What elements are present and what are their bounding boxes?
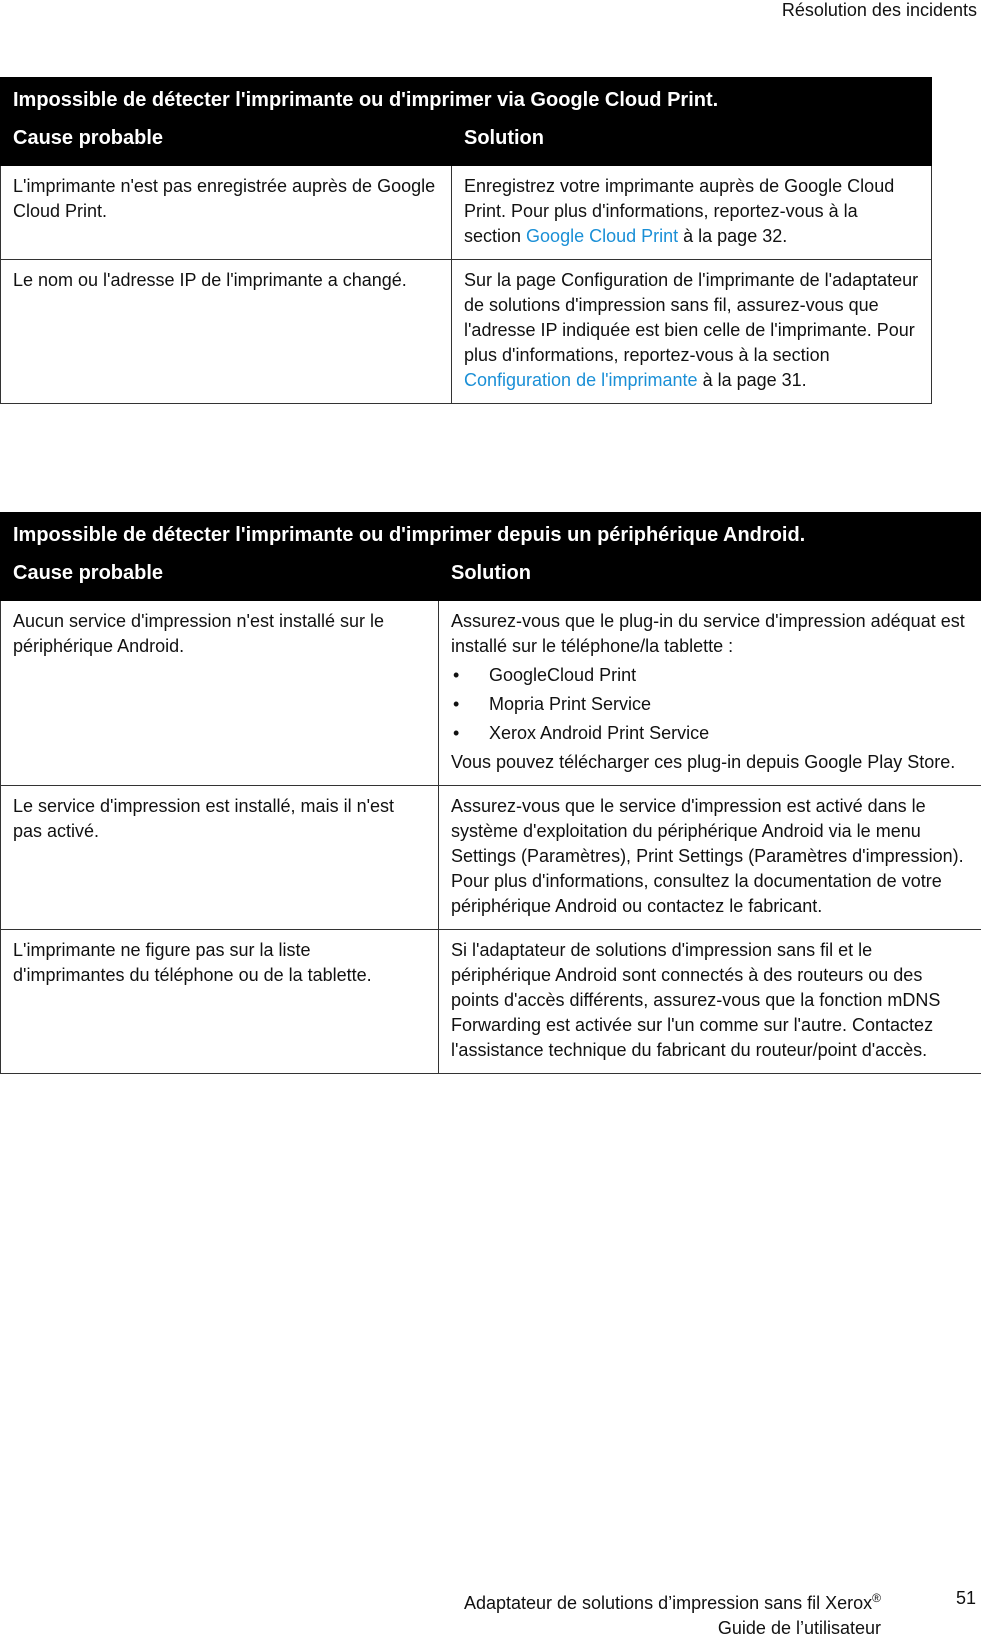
solution-cell xyxy=(452,260,932,404)
bullet-icon: • xyxy=(453,692,459,717)
solution-text: Sur la page Configuration de l'imprimante de l'adaptateur de solutions d'impression sans fil, assurez-vous que l'adresse IP indiquée est bien celle de l'imprimante. Pour plus d'informations, reportez-vous à la section xyxy=(464,270,918,365)
google-cloud-print-link[interactable]: Google Cloud Print xyxy=(526,226,678,246)
column-header-solution: Solution xyxy=(452,118,932,166)
cause-cell: Le service d'impression est installé, mais il n'est pas activé. xyxy=(1,786,439,930)
column-header-solution: Solution xyxy=(439,553,981,601)
solution-cell xyxy=(452,166,932,260)
solution-intro: Assurez-vous que le plug-in du service d'impression adéquat est installé sur le téléphone/la tablette : xyxy=(451,609,969,659)
column-header-cause: Cause probable xyxy=(1,553,439,601)
cause-cell: Le nom ou l'adresse IP de l'imprimante a changé. xyxy=(1,260,452,404)
table-row xyxy=(1,166,932,260)
plugin-name: GoogleCloud Print xyxy=(489,665,636,685)
solution-cell xyxy=(439,601,981,786)
list-item xyxy=(451,721,969,746)
footer-product xyxy=(464,1586,881,1616)
table-row xyxy=(1,930,981,1074)
solution-text: à la page 31. xyxy=(698,370,807,390)
table-row xyxy=(1,260,932,404)
list-item xyxy=(451,692,969,717)
cause-cell: Aucun service d'impression n'est installé sur le périphérique Android. xyxy=(1,601,439,786)
list-item xyxy=(451,663,969,688)
solution-note: Vous pouvez télécharger ces plug-in depuis Google Play Store. xyxy=(451,750,969,775)
footer-guide: Guide de l’utilisateur xyxy=(464,1616,881,1641)
solution-cell: Assurez-vous que le service d'impression est activé dans le système d'exploitation du périphérique Android via le menu Settings (Paramètres), Print Settings (Paramètres d'impression). Pour plus d'informations, consultez la documentation de votre périphérique Android ou contactez le fabricant. xyxy=(439,786,981,930)
bullet-icon: • xyxy=(453,721,459,746)
registered-mark: ® xyxy=(872,1591,881,1605)
solution-cell: Si l'adaptateur de solutions d'impression sans fil et le périphérique Android sont connectés à des routeurs ou des points d'accès différents, assurez-vous que la fonction mDNS Forwarding est activée sur l'un comme sur l'autre. Contactez l'assistance technique du fabricant du routeur/point d'accès. xyxy=(439,930,981,1074)
page-number: 51 xyxy=(956,1586,976,1611)
plugin-list xyxy=(451,663,969,746)
product-name: Adaptateur de solutions d’impression sans fil Xerox xyxy=(464,1593,872,1613)
bullet-icon: • xyxy=(453,663,459,688)
printer-configuration-link[interactable]: Configuration de l'imprimante xyxy=(464,370,698,390)
table-title: Impossible de détecter l'imprimante ou d'imprimer depuis un périphérique Android. xyxy=(1,513,981,553)
table-row xyxy=(1,601,981,786)
plugin-name: Mopria Print Service xyxy=(489,694,651,714)
running-header: Résolution des incidents xyxy=(782,0,977,20)
cause-cell: L'imprimante n'est pas enregistrée auprès de Google Cloud Print. xyxy=(1,166,452,260)
cause-cell: L'imprimante ne figure pas sur la liste d'imprimantes du téléphone ou de la tablette. xyxy=(1,930,439,1074)
table-title: Impossible de détecter l'imprimante ou d'imprimer via Google Cloud Print. xyxy=(1,78,932,118)
android-troubleshooting-table xyxy=(0,512,981,1074)
solution-text: Enregistrez votre imprimante auprès de Google Cloud Print. Pour plus d'informations, reportez-vous à la section xyxy=(464,176,894,246)
google-cloud-print-troubleshooting-table xyxy=(0,77,932,404)
plugin-name: Xerox Android Print Service xyxy=(489,723,709,743)
solution-text: à la page 32. xyxy=(678,226,787,246)
table-row xyxy=(1,786,981,930)
column-header-cause: Cause probable xyxy=(1,118,452,166)
